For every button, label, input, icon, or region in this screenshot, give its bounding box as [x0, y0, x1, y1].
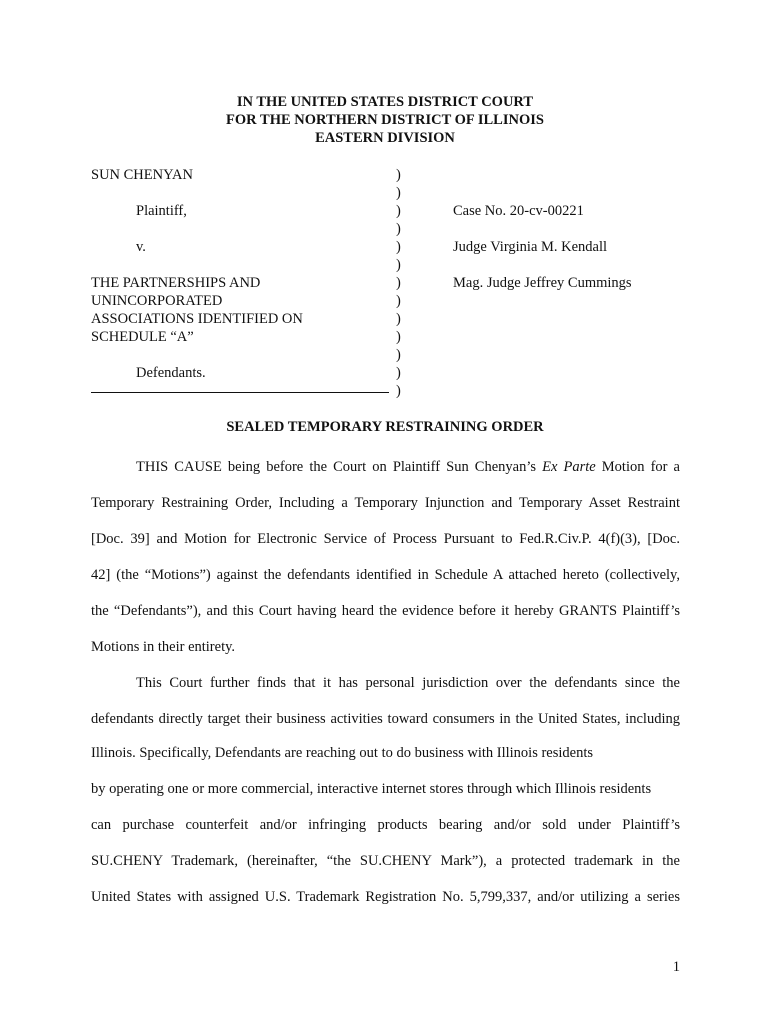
body-text: THIS CAUSE being before the Court on Plaintiff Sun Chenyan’s — [136, 459, 543, 475]
body-line: This Court further finds that it has personal jurisdiction over the defendants since the — [136, 675, 680, 691]
body-line: [Doc. 39] and Motion for Electronic Service of Process Pursuant to Fed.R.Civ.P. 4(f)(3), [Doc. — [91, 531, 680, 547]
body-line: Illinois. Specifically, Defendants are reaching out to do business with Illinois residents — [91, 745, 594, 761]
caption-paren: ) — [396, 293, 401, 309]
caption-paren: ) — [396, 185, 401, 201]
body-line: Temporary Restraining Order, Including a Temporary Injunction and Temporary Asset Restraint — [91, 495, 680, 511]
page-number: 1 — [672, 959, 680, 975]
district-line: FOR THE NORTHERN DISTRICT OF ILLINOIS — [226, 112, 544, 128]
caption-underline — [91, 392, 389, 393]
caption-paren: ) — [396, 365, 401, 381]
plaintiff-name: SUN CHENYAN — [91, 167, 193, 183]
body-line: can purchase counterfeit and/or infringing products bearing and/or sold under Plaintiff’s — [91, 817, 680, 833]
plaintiff-role: Plaintiff, — [136, 203, 187, 219]
caption-paren: ) — [396, 257, 401, 273]
body-line: Motions in their entirety. — [91, 639, 236, 655]
caption-paren: ) — [396, 311, 401, 327]
magistrate-judge-name: Mag. Judge Jeffrey Cummings — [453, 275, 632, 291]
body-line — [136, 458, 680, 476]
body-line: the “Defendants”), and this Court having heard the evidence before it hereby GRANTS Plaintiff’s — [91, 603, 680, 619]
case-caption — [0, 0, 770, 400]
defendants-name-line: UNINCORPORATED — [91, 293, 223, 309]
versus-label: v. — [136, 239, 146, 255]
body-line: SU.CHENY Trademark, (hereinafter, “the SU.CHENY Mark”), a protected trademark in the — [91, 853, 680, 869]
body-line: 42] (the “Motions”) against the defendants identified in Schedule A attached hereto (collectively, — [91, 567, 680, 583]
defendants-name-line: SCHEDULE “A” — [91, 329, 194, 345]
body-text: Motion for a — [595, 459, 680, 475]
caption-paren: ) — [396, 167, 401, 183]
defendants-name-line: ASSOCIATIONS IDENTIFIED ON — [91, 311, 303, 327]
caption-paren: ) — [396, 329, 401, 345]
body-line: by operating one or more commercial, interactive internet stores through which Illinois residents — [91, 781, 652, 797]
body-line: defendants directly target their business activities toward consumers in the United States, including — [91, 711, 680, 727]
caption-paren: ) — [396, 203, 401, 219]
defendants-name-line: THE PARTNERSHIPS AND — [91, 275, 261, 291]
emphasis-text: Ex Parte — [542, 459, 596, 475]
body-line: United States with assigned U.S. Trademark Registration No. 5,799,337, and/or utilizing a series — [91, 889, 680, 905]
judge-name: Judge Virginia M. Kendall — [453, 239, 608, 255]
division-line: EASTERN DIVISION — [315, 130, 455, 146]
caption-paren: ) — [396, 221, 401, 237]
caption-paren: ) — [396, 347, 401, 363]
order-title: SEALED TEMPORARY RESTRAINING ORDER — [226, 419, 544, 435]
defendants-role: Defendants. — [136, 365, 206, 381]
caption-parentheses-column — [396, 166, 401, 400]
court-name-line: IN THE UNITED STATES DISTRICT COURT — [236, 94, 534, 110]
caption-paren: ) — [396, 275, 401, 291]
caption-paren: ) — [396, 239, 401, 255]
case-number: Case No. 20-cv-00221 — [453, 203, 584, 219]
caption-paren: ) — [396, 383, 401, 399]
